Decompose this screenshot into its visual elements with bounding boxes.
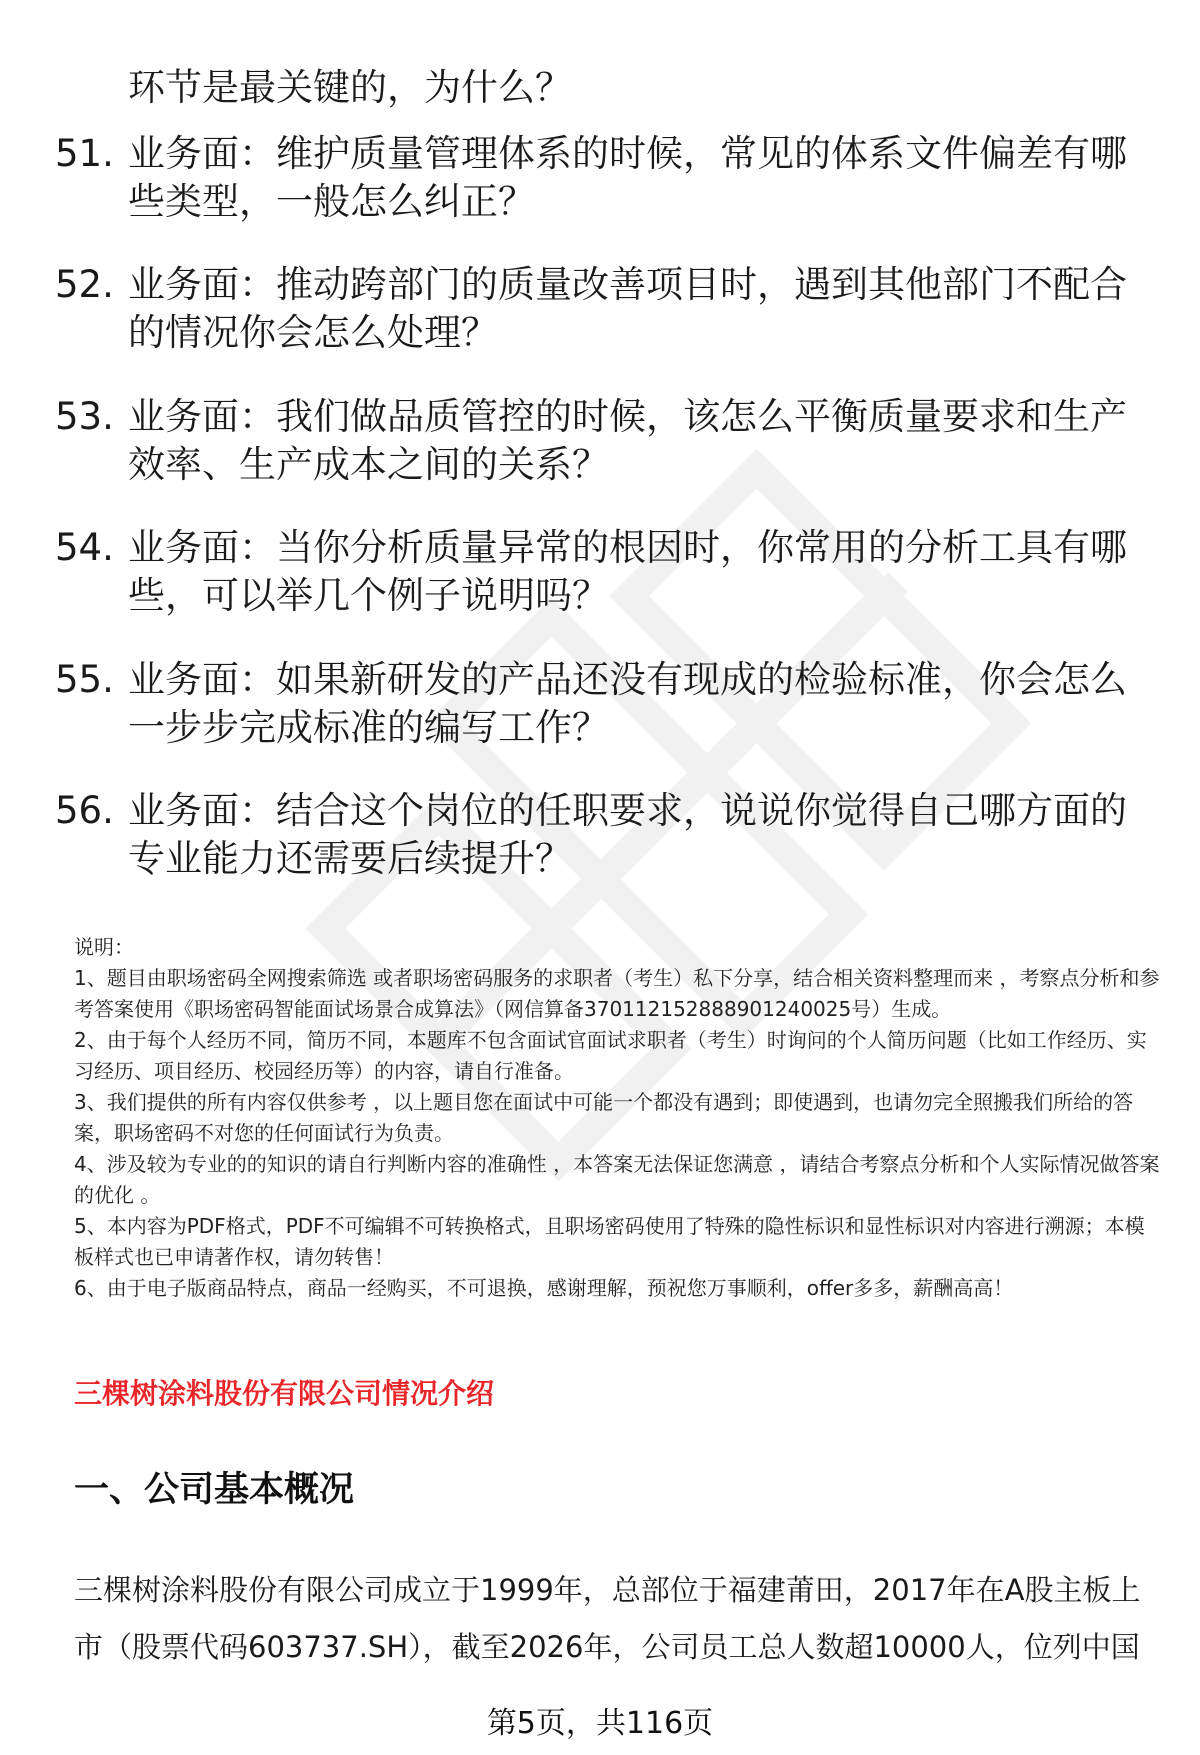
notes-item: 5、本内容为PDF格式，PDF不可编辑不可转换格式，且职场密码使用了特殊的隐性标识和显性标识对内容进行溯源；本模板样式也已申请著作权，请勿转售！	[74, 1214, 1145, 1269]
question-text: 业务面：如果新研发的产品还没有现成的检验标准，你会怎么一步步完成标准的编写工作？	[128, 658, 1127, 749]
question-number: 55.	[55, 658, 114, 701]
notes-block	[74, 932, 1164, 1304]
question-text: 业务面：维护质量管理体系的时候，常见的体系文件偏差有哪些类型，一般怎么纠正？	[128, 132, 1127, 223]
question-text: 环节是最关键的，为什么？	[128, 66, 572, 109]
notes-item: 6、由于电子版商品特点，商品一经购买，不可退换，感谢理解，预祝您万事顺利，offer多多，薪酬高高！	[74, 1276, 1014, 1300]
question-text: 业务面：结合这个岗位的任职要求，说说你觉得自己哪方面的专业能力还需要后续提升？	[128, 789, 1127, 880]
question-number: 51.	[55, 132, 114, 175]
company-paragraph: 三棵树涂料股份有限公司成立于1999年，总部位于福建莆田，2017年在A股主板上市（股票代码603737.SH），截至2026年，公司员工总人数超10000人，位列中国	[74, 1573, 1141, 1664]
question-number: 54.	[55, 526, 114, 569]
question-number: 56.	[55, 789, 114, 832]
notes-item: 1、题目由职场密码全网搜索筛选 或者职场密码服务的求职者（考生）私下分享，结合相关资料整理而来 ，考察点分析和参考答案使用《职场密码智能面试场景合成算法》（网信算备370112152888901240025号）生成。	[74, 966, 1160, 1021]
notes-item: 2、由于每个人经历不同，简历不同，本题库不包含面试官面试求职者（考生）时询问的个人简历问题（比如工作经历、实习经历、项目经历、校园经历等）的内容，请自行准备。	[74, 1028, 1147, 1083]
question-text: 业务面：当你分析质量异常的根因时，你常用的分析工具有哪些，可以举几个例子说明吗？	[128, 526, 1127, 617]
section-title: 一、公司基本概况	[74, 1470, 355, 1510]
company-title: 三棵树涂料股份有限公司情况介绍	[74, 1377, 495, 1410]
question-text: 业务面：我们做品质管控的时候，该怎么平衡质量要求和生产效率、生产成本之间的关系？	[128, 395, 1127, 486]
notes-heading: 说明：	[74, 935, 134, 959]
question-text: 业务面：推动跨部门的质量改善项目时，遇到其他部门不配合的情况你会怎么处理？	[128, 263, 1127, 354]
page-footer: 第5页，共116页	[486, 1706, 714, 1741]
notes-item: 3、我们提供的所有内容仅供参考 ，以上题目您在面试中可能一个都没有遇到；即使遇到，也请勿完全照搬我们所给的答案，职场密码不对您的任何面试行为负责。	[74, 1090, 1134, 1145]
question-number: 52.	[55, 263, 114, 306]
notes-item: 4、涉及较为专业的的知识的请自行判断内容的准确性 ，本答案无法保证您满意 ，请结合考察点分析和个人实际情况做答案的优化 。	[74, 1152, 1160, 1207]
question-number: 53.	[55, 395, 114, 438]
